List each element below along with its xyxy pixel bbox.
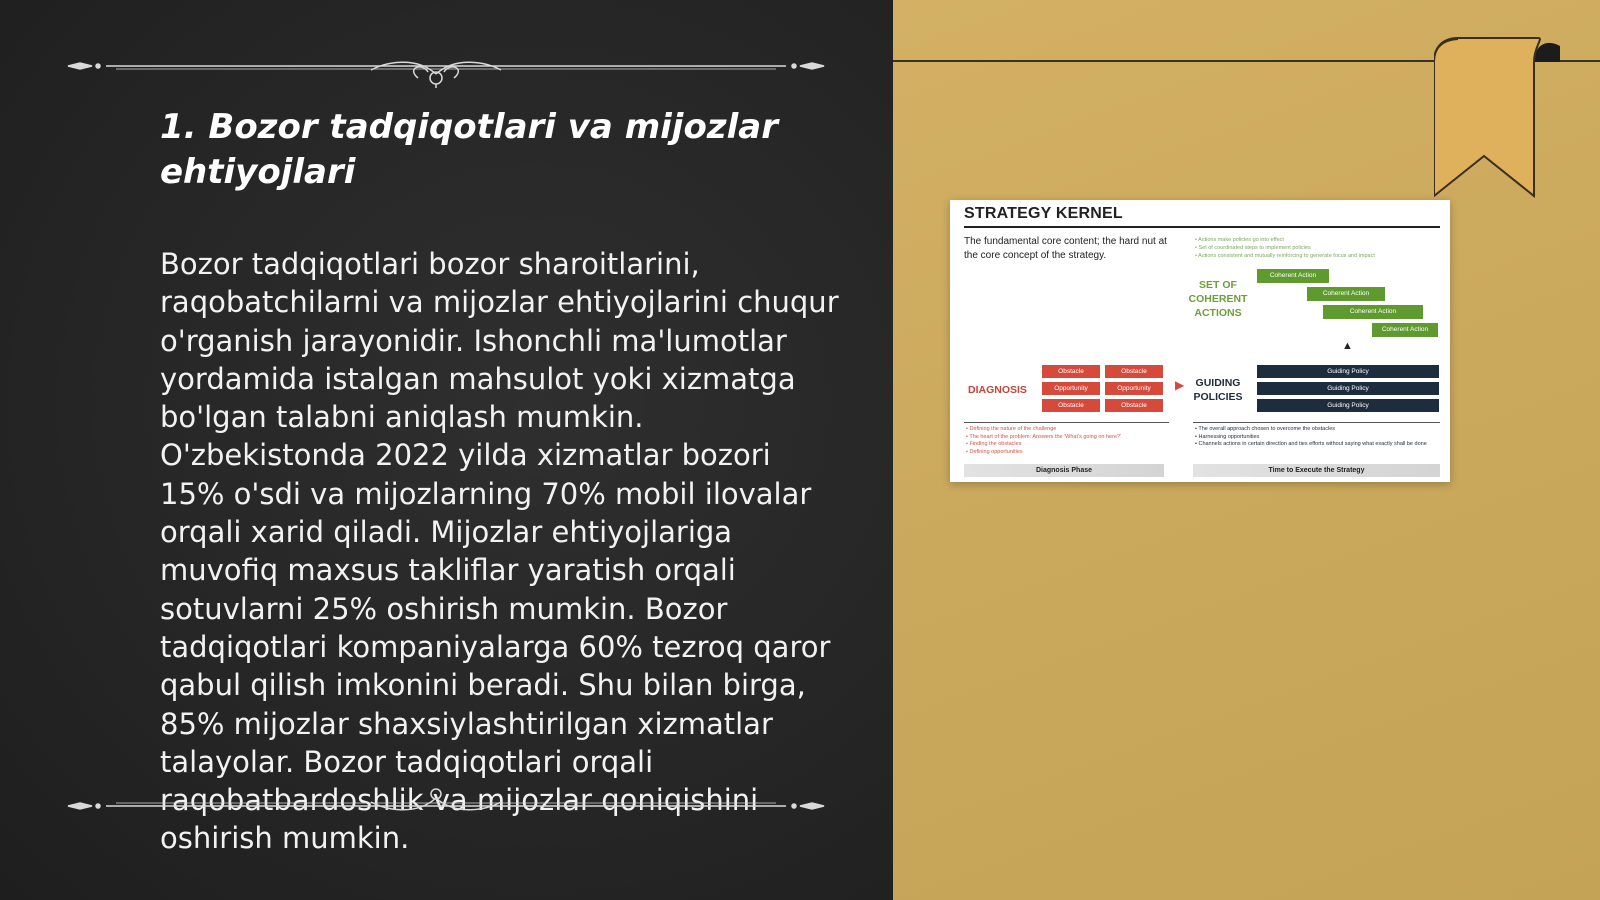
diagnosis-heading: DIAGNOSIS bbox=[968, 384, 1027, 396]
obstacle-box: Obstacle bbox=[1042, 399, 1100, 412]
guiding-policy-box: Guiding Policy bbox=[1257, 365, 1439, 378]
bullet-item: • Defining opportunities bbox=[966, 449, 1166, 457]
infographic-title-rule bbox=[964, 226, 1440, 228]
slide-title: 1. Bozor tadqiqotlari va mijozlar ehtiyojlari bbox=[160, 107, 778, 192]
strategy-kernel-infographic bbox=[950, 200, 1450, 482]
set-of-coherent-actions-heading: SET OF COHERENT ACTIONS bbox=[1188, 279, 1248, 319]
ornament-divider-top bbox=[66, 48, 826, 88]
up-arrow-icon: ▲ bbox=[1342, 340, 1353, 352]
bullet-item: • Finding the obstacles bbox=[966, 441, 1166, 449]
slide-body-text: Bozor tadqiqotlari bozor sharoitlarini, raqobatchilarni va mijozlar ehtiyojlarini chuqur o'rganish jarayonidir. Ishonchli ma'lumotlar yordamida istalgan mahsulot yoki xizmatga bo'lgan talabni aniqlash mumkin. O'zbekistonda 2022 yilda xizmatlar bozori 15% o'sdi va mijozlarning 70% mobil ilovalar orqali xarid qiladi. Mijozlar ehtiyojlariga muvofiq maxsus takliflar yaratish orqali sotuvlarni 25% oshirish mumkin. Bozor tadqiqotlari kompaniyalarga 60% tezroq qaror qabul qilish imkonini beradi. Shu bilan birga, 85% mijozlar shaxsiylashtirilgan xizmatlar talayolar. Bozor tadqiqotlari orqali raqobatbardoshlik va mijozlar qoniqishini oshirish mumkin. bbox=[160, 247, 839, 856]
obstacle-box: Obstacle bbox=[1042, 365, 1100, 378]
bullet-item: • Harnessing opportunities bbox=[1195, 434, 1440, 442]
diagnosis-bullets bbox=[966, 426, 1166, 456]
bullet-item: • Defining the nature of the challenge bbox=[966, 426, 1166, 434]
execute-strategy-bar: Time to Execute the Strategy bbox=[1193, 464, 1440, 477]
guiding-policy-box: Guiding Policy bbox=[1257, 382, 1439, 395]
bullet-item: • Actions consistent and mutually reinforcing to generate focus and impact bbox=[1195, 252, 1440, 260]
opportunity-box: Opportunity bbox=[1105, 382, 1163, 395]
ornament-divider-bottom bbox=[66, 788, 826, 828]
guiding-policy-box: Guiding Policy bbox=[1257, 399, 1439, 412]
infographic-description: The fundamental core content; the hard nut at the core concept of the strategy. bbox=[964, 236, 1167, 261]
bullet-item: • The heart of the problem: Answers the 'What's going on here?' bbox=[966, 434, 1166, 442]
bullet-item: • The overall approach chosen to overcome the obstacles bbox=[1195, 426, 1440, 434]
diagnosis-divider bbox=[964, 422, 1169, 423]
bullet-item: • Actions make policies go into effect bbox=[1195, 236, 1440, 244]
policy-divider bbox=[1193, 422, 1440, 423]
obstacle-box: Obstacle bbox=[1105, 399, 1163, 412]
coherent-action-box: Coherent Action bbox=[1323, 305, 1423, 319]
coherent-action-box: Coherent Action bbox=[1372, 323, 1438, 337]
bookmark-ribbon-icon bbox=[1434, 36, 1564, 201]
infographic-title: STRATEGY KERNEL bbox=[964, 205, 1123, 222]
action-bullets bbox=[1195, 236, 1440, 260]
coherent-action-box: Coherent Action bbox=[1307, 287, 1385, 301]
guiding-policies-heading: GUIDING POLICIES bbox=[1193, 377, 1243, 403]
obstacle-box: Obstacle bbox=[1105, 365, 1163, 378]
right-arrow-icon: ▶ bbox=[1175, 378, 1185, 392]
policy-bullets bbox=[1195, 426, 1440, 449]
diagnosis-phase-bar: Diagnosis Phase bbox=[964, 464, 1164, 477]
bullet-item: • Channels actions in certain direction and ties efforts without saying what exactly shall be done bbox=[1195, 441, 1440, 449]
coherent-action-box: Coherent Action bbox=[1257, 269, 1329, 283]
bullet-item: • Set of coordinated steps to implement policies bbox=[1195, 244, 1440, 252]
opportunity-box: Opportunity bbox=[1042, 382, 1100, 395]
